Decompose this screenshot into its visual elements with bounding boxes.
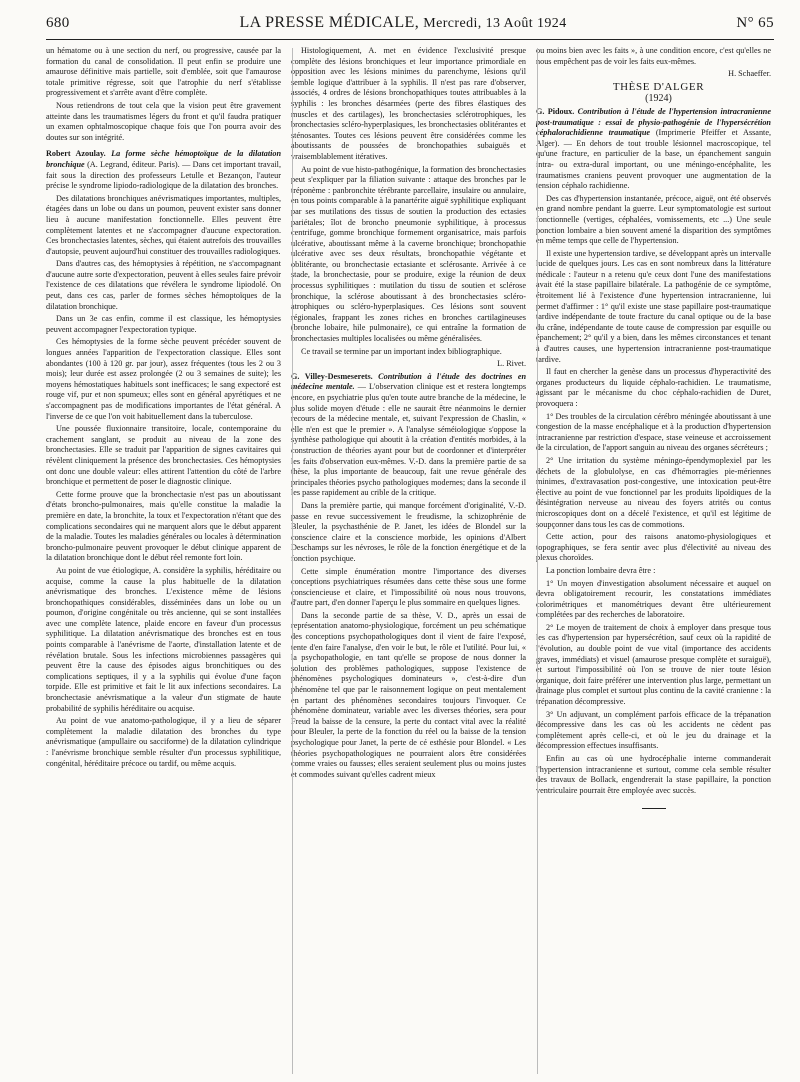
column-divider <box>292 48 293 1074</box>
paragraph: Cette simple énumération montre l'importance des diverses conceptions psychiatriques résumées dans cette thèse sous une forme consciencieuse et claire, et l'impossibilité où nous nous trouvons, d'autre part, d'en donner l'aperçu le plus sommaire en quelques lignes. <box>291 566 526 608</box>
paragraph: Cette forme prouve que la bronchectasie n'est pas un aboutissant d'états broncho-pulmonaires, mais qu'elle constitue la maladie la première en date, la bronchite, la toux et l'expectoration n'étant que des complications secondaires qui ne marquent alors que le début apparent de la maladie. Toutes les maladies générales ou locales à détermination broncho-pulmonaire peuvent provoquer le début clinique apparent de la dilatation bronchique dont le début réel remonte fort loin. <box>46 489 281 563</box>
article-author: Robert Azoulay. <box>46 149 106 159</box>
article-body: — L'observation clinique est et restera longtemps encore, en psychiatrie plus qu'en toute autre branche de la médecine, le plus solide moyen d'étude : elle ne saurait être néanmoins le dernier recours de la médecine mentale, et, suivant l'expression de Chaslin, « elle n'en est que le premier ». A l'analyse séméiologique s'oppose la synthèse pathologique qui aboutit à la création d'entités morbides, à la construction de théories ayant pour but de coordonner et d'interpréter les faits d'observation eux-mêmes. V.-D. dans la première partie de sa thèse, la plus importante de beaucoup, fait une revue générale des principales théories psycho pathologiques modernes; dans la seconde il les passe rapidement au crible de la critique. <box>291 382 526 498</box>
column-3 <box>536 46 771 1066</box>
article-pidoux <box>536 107 771 192</box>
issue-number: N° 65 <box>736 15 774 31</box>
paragraph: Au point de vue anatomo-pathologique, il y a lieu de séparer complètement la maladie dilatation des bronches du type anévrismatique (ampullaire ou sacciforme) de la dilatation cylindrique : l'anévrisme bronchique semble résulter d'un processus syphilitique, congénital, héréditaire précoce ou tardif, ou même acquis. <box>46 716 281 768</box>
masthead <box>239 14 566 32</box>
article-title: Contribution à l'étude de l'hypertension intracranienne post-traumatique : essai de physio-pathogénie de l'hypersécrétion céphalorachidienne traumatique <box>536 106 771 138</box>
paragraph: 1° Un moyen d'investigation absolument nécessaire et auquel on devra obligatoirement recourir, les constatations immédiates colorimétriques et manométriques devant être ultérieurement complétées par des recherches de laboratoire. <box>536 578 771 620</box>
paragraph: 1° Des troubles de la circulation cérébro méningée aboutissant à une congestion de la masse encéphalique et à la production d'hypertension intracranienne par restriction d'espace, stase veineuse et accroissement de la circulation, de l'apport sanguin au niveau des organes sécréteurs ; <box>536 411 771 453</box>
article-villey <box>291 372 526 499</box>
end-dash <box>642 808 666 809</box>
paragraph: Ces hémoptysies de la forme sèche peuvent précéder souvent de longues années l'apparition de l'expectoration classique. Elles sont abondantes (100 à 120 gr. par jour), assez fréquentes (tous les 2 ou 3 mois); leur durée est assez prolongée (2 ou 3 semaines de suite); les moyens hémostatiques habituels sont inefficaces; le sang expectoré est rouge vif, pur et non spumeux; elles sont en général apyrétiques et ne s'accompagnent pas de modifications importantes de l'état général. A l'inverse de ce que l'on voit habituellement dans la tuberculose. <box>46 337 281 421</box>
paragraph: Une poussée fluxionnaire transitoire, locale, contemporaine du crachement sanglant, se produit au niveau de la zone des bronchectasies. Elle se traduit par l'apparition de signes cavitaires qui révèlent cliniquement la présence des bronchectasies. Ces hémoptysies ont donc une double valeur: elles attirent l'attention du côté de l'arbre bronchique et permettent de poser le diagnostic clinique. <box>46 424 281 487</box>
paragraph: 2° Le moyen de traitement de choix à employer dans presque tous les cas d'hypertension par hypersécrétion, sauf ceux où la rapidité de l'évolution, au double point de vue vital (importance des accidents graves, immédiats) et visuel (amaurose presque complète et suraiguë), et surtout l'impossibilité où l'on se trouve de nier toute lésion organique, doit faire préférer une intervention plus large, permettant un drainage plus complet et surtout plus continu de la cavité cranienne : la trépanation décompressive. <box>536 622 771 707</box>
article-author: G. Pidoux. <box>536 106 575 116</box>
article-azoulay <box>46 149 281 191</box>
paragraph: Il faut en chercher la genèse dans un processus d'hyperactivité des organes producteurs du liquide céphalo-rachidien. Le traumatisme, agissant par le mécanisme du choc céphalo-rachidien de Duret, provoquera : <box>536 367 771 408</box>
paragraph: ou moins bien avec les faits », à une condition encore, c'est qu'elles ne nous empêchent pas de voir les faits eux-mêmes. <box>536 46 771 66</box>
paragraph: un hématome ou à une section du nerf, ou progressive, causée par la formation du canal de consolidation. Il peut enfin se produire une amaurose définitive mais partielle, soit d'emblée, soit que l'amaurose totale primitive régresse, soit que l'atrophie du nerf s'établisse progressivement et s'arrête avant d'être complète. <box>46 46 281 98</box>
paragraph: Il existe une hypertension tardive, se développant après un intervalle lucide de quelques jours. Les cas en sont nombreux dans la littérature médicale : l'auteur n a retenu qu'e ceux dont l'une des manifestations avait été la stase papillaire bilatérale. La pathogénie de ce symptôme, étroitement lié à l'existence d'une hypertension intracranienne, lui permet d'affirmer : 1° qu'il existe une stase papillaire post-traumatique tardive indépendante de toute fracture du canal optique ou de la base du crâne, indépendante de toute cause de compression par esquille ou épanchement; 2° qu'il y a bien, dans les mêmes circonstances et tenant à d'autres causes, une hypertension intracranienne post-traumatique tardive. <box>536 248 771 364</box>
author-signature: L. Rivet. <box>497 359 526 369</box>
paragraph: Enfin au cas où une hydrocéphalie interne commanderait l'hypertension intracranienne et surtout, comme cela semble résulter des travaux de Bollack, engendrerait la stase papillaire, la ponction ventriculaire pourrait être employée avec succès. <box>536 754 771 795</box>
page-number: 680 <box>46 15 70 31</box>
section-year: (1924) <box>645 93 672 105</box>
page-header <box>46 14 774 36</box>
paragraph: Dans d'autres cas, des hémoptysies à répétition, ne s'accompagnant d'aucune autre sorte d'expectoration, peuvent à elles seules faire prévoir l'existence de ces dilatations que révélera le syndrome lipiodolé. On peut, dans ces cas, parler de formes sèches hémoptoïques de la dilatation bronchique. <box>46 259 281 311</box>
article-publisher: (A. Legrand, éditeur. Paris). — Dans cet important travail, fait sous la direction des professeurs Letulle et Bezançon, l'auteur précise le syndrome lipiodo-radiologique de la dilatation des bronches. <box>46 159 281 191</box>
column-2 <box>291 46 526 1066</box>
paragraph: Nous retiendrons de tout cela que la vision peut être gravement atteinte dans les traumatismes légers du front et qu'il faudra pratiquer un examen ophtalmoscopique chaque fois que l'on pourra avoir des doutes sur son intégrité. <box>46 100 281 142</box>
paragraph: 2° Une irritation du système méningo-épendymoplexiel par les déchets de la globulolyse, en cas d'hémorragies pie-mériennes minimes, d'extravasation post-congestive, une intoxication peut-être élective au point de vue fonctionnel par les produits lipoïdiques de la désintégration nerveuse au niveau des foyers atrités ou contus microscopiques dont on a décelé l'existence, et qu'il est légitime de soupçonner dans tous les cas de commotions. <box>536 455 771 529</box>
paragraph: Ce travail se termine par un important index bibliographique. <box>301 346 502 356</box>
issue-date: Mercredi, 13 Août 1924 <box>423 16 567 31</box>
article-title: La forme sèche hémoptoïque de la dilatation bronchique <box>46 149 281 169</box>
paragraph: Dans la seconde partie de sa thèse, V. D., après un essai de représentation anatomo-physiologique, forcément un peu schématique des conceptions psychopathologiques dont il vient de faire l'exposé, tente d'en faire l'analyse, d'en voir le but, le rôle et l'utilité. Pour lui, « la psychopathologie, en tant qu'elle se propose de nous donner la solution des problèmes pathologiques, suppose l'existence de phénomènes psychologiques dominateurs », c'est-à-dire d'un phénomène tel que par le raisonnement logique on peut mentalement en partant des phénomènes secondaires toujours l'invoquer. Ce phénomène dominateur, variable avec les diverses théories, sera pour Freud la baisse de la censure, la perte du contact vital avec la réalité pour Bleuler, la perte de la fonction du réel ou la baisse de la tension psychologique pour Janet, la perte de cé esthésie pour Blondel. « Les théories psychopathologiques ne pourraient alors être considérées comme vraies ou fausses; elles seraient seulement plus ou moins justes et commodes suivant qu'elles cadrent mieux <box>291 610 526 779</box>
header-rule <box>46 39 774 40</box>
column-1 <box>46 46 281 1066</box>
paragraph: Histologiquement, A. met en évidence l'exclusivité presque complète des lésions bronchiques et leur importance primordiale en opposition avec les lésions minimes du parenchyme, lésions qu'il semble logique d'attribuer à la syphilis. Il n'est pas rare d'observer, associés, 4 ordres de lésions bronchopathiques toutes attribuables à la syphilis : les bronches désarmées (perte des fibres élastiques des muscles et des cartilages), les bronchectasies sclérotrophiques, les bronchectasies scléro-hyperplasiques, les bronchectasies oblitérantes et sténosantes. Toutes ces lésions peuvent être considérées comme les aboutissants de poussées de bronchopathies subaiguës et vraisemblablement itératives. <box>291 46 526 161</box>
paragraph: Au point de vue étiologique, A. considère la syphilis, héréditaire ou acquise, comme la cause la plus habituelle de la dilatation anévrismatique des bronches. L'existence même de lésions bronchopathiques considérables, disséminées dans un lobe ou un poumon, d'origine congénitale ou très ancienne, qui se sont installées avec une complète latence, plaide encore en faveur d'un processus syphilitique. La dilatation anévrismatique des bronches est en tous points comparable à l'anévrisme de l'aorte, d'installation latente et de révélation brutale. Sous les infections microbiennes passagères qui peuvent être la cause des épisodes aigus bronchitiques ou des complications septiques, il y a la syphilis qui évolue d'une façon torpide. Elle est primitive et fait le lit aux infections secondaires. La bronchectasie anévrismatique a la valeur d'un stigmate de haute probabilité de syphilis héréditaire ou acquise. <box>46 565 281 713</box>
author-signature: H. Schaeffer. <box>728 69 771 79</box>
paragraph: 3° Un adjuvant, un complément parfois efficace de la trépanation décompressive dans les cas où les accidents ne cèdent pas complètement après celle-ci, et où le jeu du drainage et la décompression effectues insuffisants. <box>536 709 771 751</box>
article-publisher: (Imprimerie Pfeiffer et Assante, Alger). — En dehors de tout trouble lésionnel macroscopique, tel qu'une fracture, en particulier de la base, un épanchement sanguin intra- ou extra-dural important, ou une méningo-encéphalite, les traumatismes craniens peuvent provoquer une augmentation de la tension céphalo rachidienne. <box>536 128 771 191</box>
column-divider <box>537 48 538 1074</box>
article-author: G. Villey-Desmeserets. <box>291 371 373 381</box>
paragraph: Cette action, pour des raisons anatomo-physiologiques et topographiques, se fera sentir avec plus d'électivité au niveau des plexus choroïdes. <box>536 532 771 563</box>
paragraph: Dans un 3e cas enfin, comme il est classique, les hémoptysies peuvent accompagner l'expectoration typique. <box>46 314 281 334</box>
paragraph: La ponction lombaire devra être : <box>546 565 656 575</box>
text-columns <box>46 46 774 1066</box>
paragraph: Dans la première partie, qui manque forcément d'originalité, V.-D. passe en revue successivement le freudisme, la schizophrénie de Bleuler, la psychasthénie de P. Janet, les idées de Blondel sur la conscience claire et la conscience morbide, les opinions d'Albert Deschamps sur les névroses, le rôle de la fonction énergétique et de la fonction psychique. <box>291 500 526 563</box>
journal-name: LA PRESSE MÉDICALE, <box>239 14 420 31</box>
section-title: THÈSE D'ALGER <box>612 80 705 93</box>
paragraph: Des cas d'hypertension instantanée, précoce, aiguë, ont été observés en grand nombre pendant la guerre. Leur symptomatologie est surtout fonctionnelle (vertiges, céphalées, vomissements, etc ...) Une seule ponction lombaire a bien souvent amené la disparition des symptômes en même temps que celle de l'hypertension. <box>536 193 771 246</box>
paragraph: Des dilatations bronchiques anévrismatiques importantes, multiples, étagées dans un lobe ou dans un poumon, peuvent exister sans donner lieu à aucune manifestation fonctionnelle. Elles peuvent être complètement latentes et ne s'accompagner d'aucune expectoration. Ces bronchectasies latentes, sèches, qui étaient autrefois des trouvailles d'autopsie, peuvent aujourd'hui constituer des trouvailles radiologiques. <box>46 193 281 256</box>
paragraph: Au point de vue histo-pathogénique, la formation des bronchectasies peut s'expliquer par la filiation suivante : attaque des bronches par le tréponème : panbronchite térébrante parcellaire, insulaire ou annulaire, en tous points comparable à la panartérite aiguë syphilitique expliquant par ses mutilations des tissus de soutien la production des ectasies pariétales; îlot de broncho pneumonie syphilitique, à processus centrifuge, gomme bronchique formement organisatrice, mais parfois ulcérative, aboutissant même à la caverne bronchique; bronchopathie ulcérative avec ses deux résultats, bronchopathie végétante et oblitérante, ou bronchectasie ectasiante et sclérosante. Arrivée à ce stade, la bronchectasie, pour se produire, exige la réunion de deux processus syphilitiques : mutilation du tissu de soutien et sclérose bronchique, la sclérose aboutissant à des bronchectasies scléro-atrophiques ou scléro-hyperplasiques. Ces lésions sont souvent régionales, frappant les zones riches en bronches cartilagineuses (bronche lobaire, hile pulmonaire), ce qui entraîne la formation de bronchectasies multiples localisées ou même généralisées. <box>291 164 526 344</box>
article-title: Contribution à l'étude des doctrines en médecine mentale. <box>291 371 526 392</box>
